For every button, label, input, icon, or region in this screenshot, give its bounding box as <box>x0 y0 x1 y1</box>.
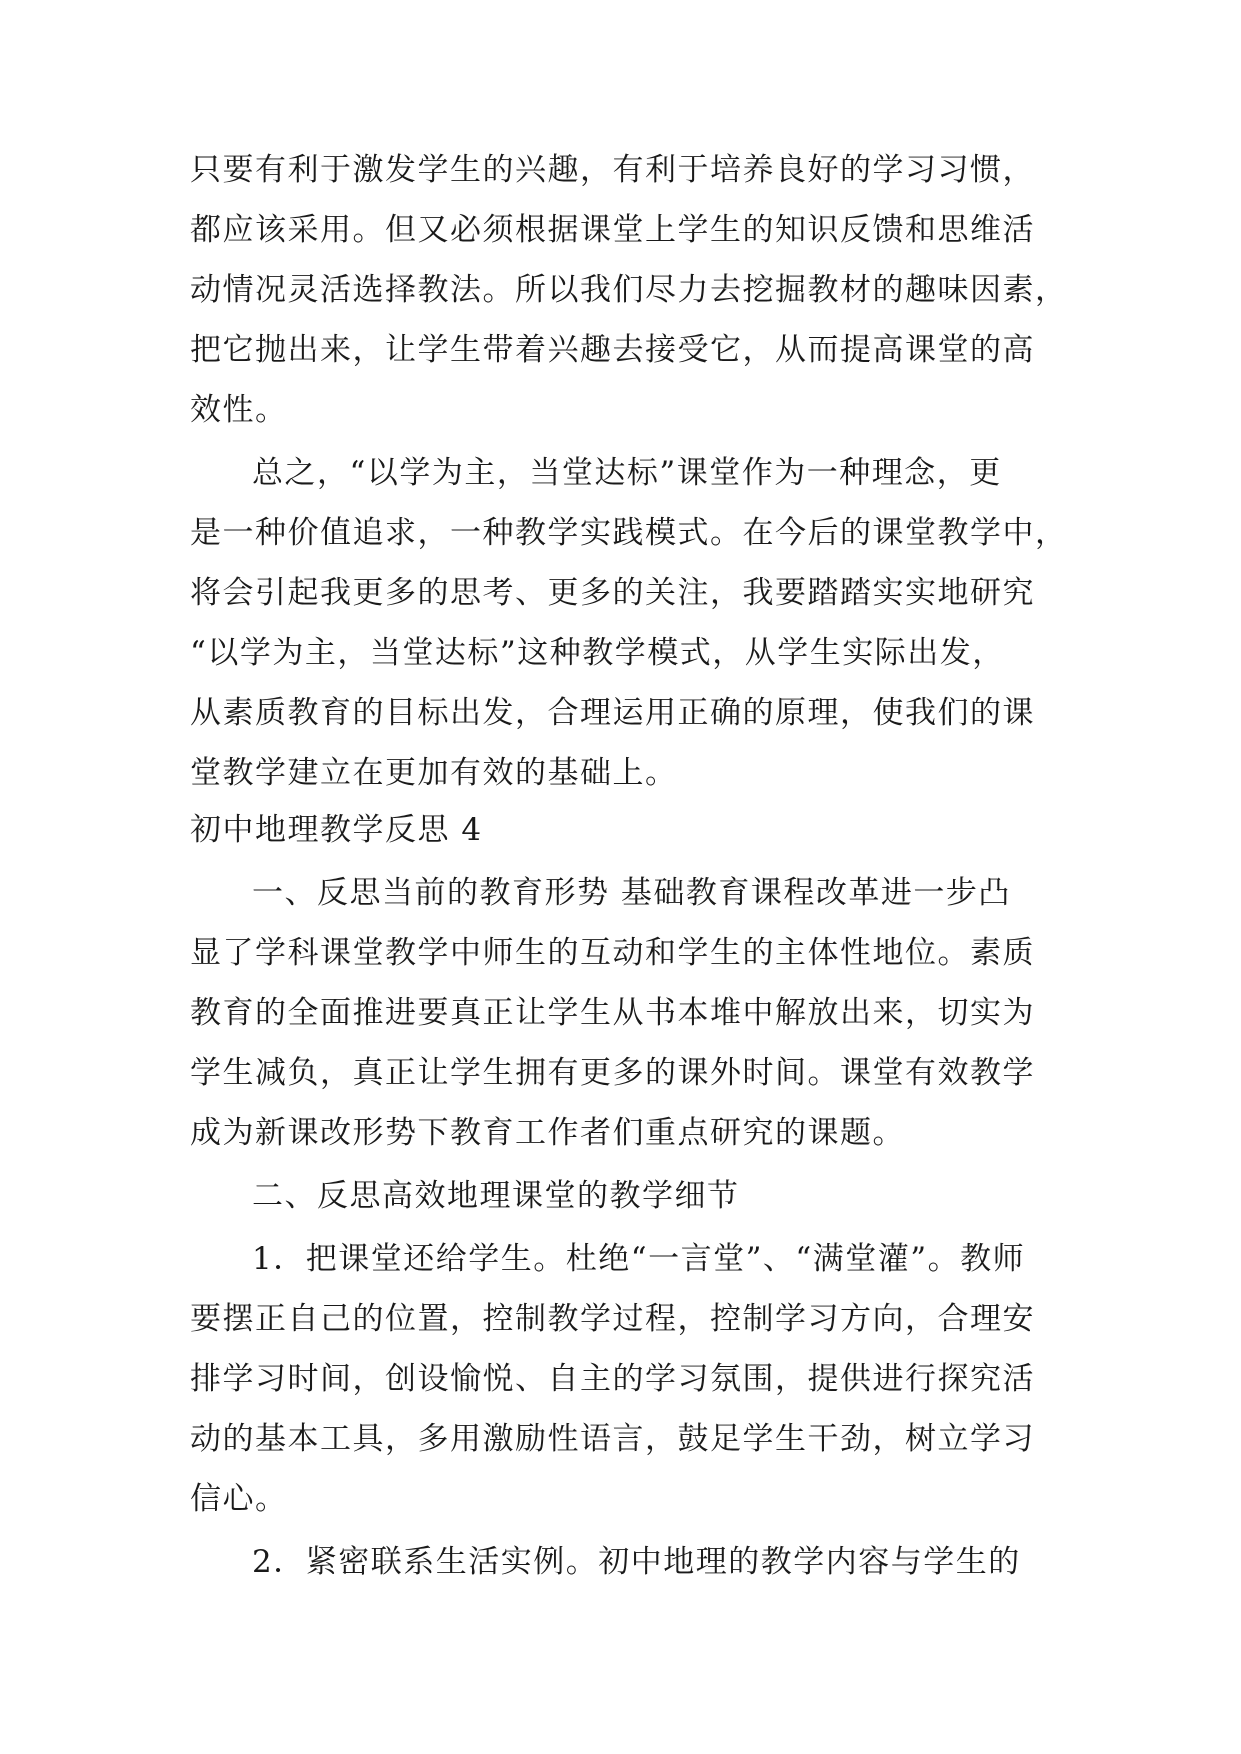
text-line: 教育的全面推进要真正让学生从书本堆中解放出来，切实为 <box>190 995 1035 1031</box>
text-line: 从素质教育的目标出发，合理运用正确的原理，使我们的课 <box>190 695 1035 731</box>
section-title: 初中地理教学反思 4 <box>190 812 483 848</box>
paragraph-start: 一、反思当前的教育形势 基础教育课程改革进一步凸 <box>252 875 1011 911</box>
text-line: 把它抛出来，让学生带着兴趣去接受它，从而提高课堂的高 <box>190 332 1035 368</box>
text-line: 效性。 <box>190 392 288 428</box>
text-line: 显了学科课堂教学中师生的互动和学生的主体性地位。素质 <box>190 935 1035 971</box>
text-line: “以学为主，当堂达标”这种教学模式，从学生实际出发， <box>190 635 1005 671</box>
text-line: 学生减负，真正让学生拥有更多的课外时间。课堂有效教学 <box>190 1055 1035 1091</box>
text-line: 都应该采用。但又必须根据课堂上学生的知识反馈和思维活 <box>190 212 1035 248</box>
text-line: 堂教学建立在更加有效的基础上。 <box>190 755 678 791</box>
text-line: 要摆正自己的位置，控制教学过程，控制学习方向，合理安 <box>190 1301 1035 1337</box>
text-line: 动情况灵活选择教法。所以我们尽力去挖掘教材的趣味因素， <box>190 272 1068 308</box>
text-line: 信心。 <box>190 1481 288 1517</box>
text-line: 动的基本工具，多用激励性语言，鼓足学生干劲，树立学习 <box>190 1421 1035 1457</box>
text-line: 将会引起我更多的思考、更多的关注，我要踏踏实实地研究 <box>190 575 1035 611</box>
subheading: 二、反思高效地理课堂的教学细节 <box>252 1178 740 1214</box>
paragraph-start: 2．紧密联系生活实例。初中地理的教学内容与学生的 <box>252 1544 1021 1580</box>
paragraph-start: 总之，“以学为主，当堂达标”课堂作为一种理念，更 <box>252 455 1002 491</box>
paragraph-start: 1．把课堂还给学生。杜绝“一言堂”、“满堂灌”。教师 <box>252 1241 1026 1277</box>
text-line: 排学习时间，创设愉悦、自主的学习氛围，提供进行探究活 <box>190 1361 1035 1397</box>
text-line: 是一种价值追求，一种教学实践模式。在今后的课堂教学中， <box>190 515 1068 551</box>
text-line: 成为新课改形势下教育工作者们重点研究的课题。 <box>190 1115 905 1151</box>
text-line: 只要有利于激发学生的兴趣，有利于培养良好的学习习惯， <box>190 152 1035 188</box>
